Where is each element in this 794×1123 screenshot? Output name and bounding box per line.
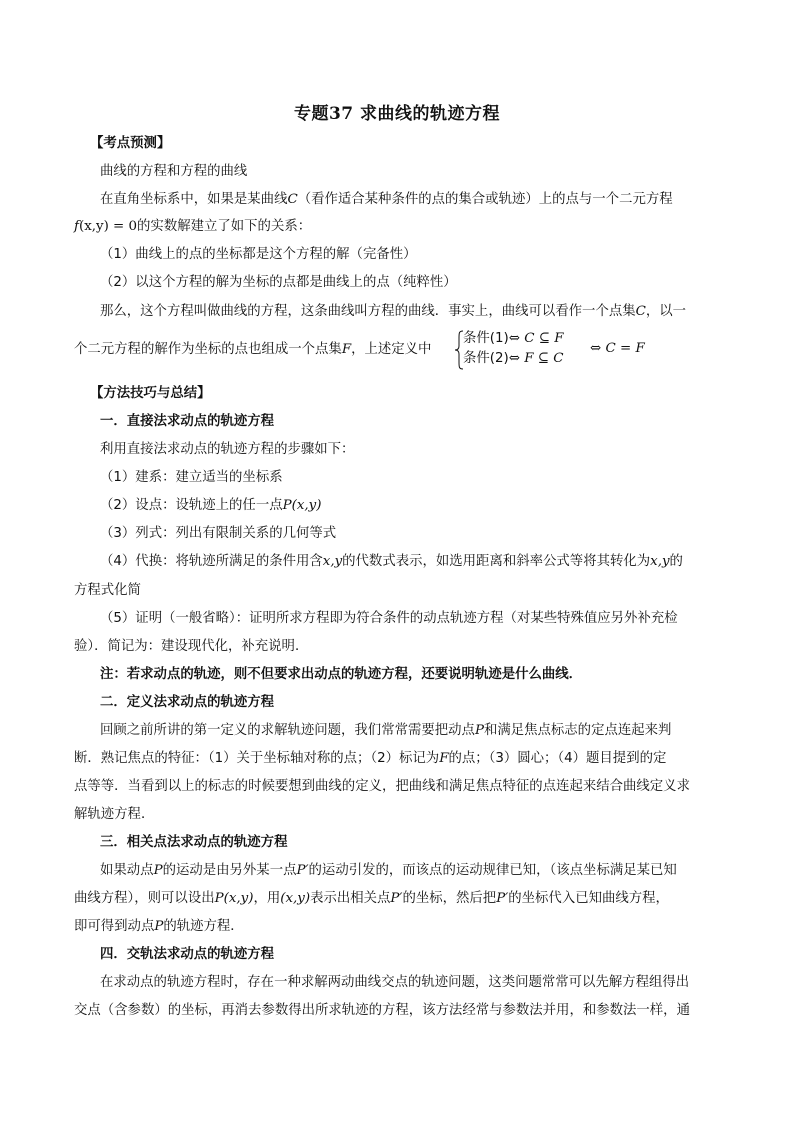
text: 的坐标代入已知曲线方程， [508, 891, 669, 906]
text: 在直角坐标系中，如果是某曲线 [100, 192, 288, 207]
step-4-continued: 方程式化简 [74, 583, 141, 598]
direct-method-intro: 利用直接法求动点的轨迹方程的步骤如下： [100, 442, 355, 457]
text: 如果动点 [100, 863, 154, 878]
definition-method-line1 [100, 722, 671, 740]
condition-1: （1）曲线上的点的坐标都是这个方程的解（完备性） [100, 247, 417, 262]
text: （2）设点：设轨迹上的任一点 [100, 498, 283, 513]
text: （4）代换：将轨迹所满足的条件用含 [100, 554, 323, 569]
text: 那么，这个方程叫做曲线的方程，这条曲线叫方程的曲线．事实上，曲线可以看作一个点集 [100, 304, 636, 319]
heading-intersection-method: 四．交轨法求动点的轨迹方程 [100, 947, 275, 962]
math-P: P [154, 919, 164, 934]
case-2 [463, 350, 564, 368]
heading-definition-method: 二．定义法求动点的轨迹方程 [100, 695, 275, 710]
text: 曲线方程），则可以设出 [74, 891, 215, 906]
text: 回顾之前所讲的第一定义的求解轨迹问题，我们常常需要把动点 [100, 723, 475, 738]
definition-method-line2 [74, 750, 666, 768]
text: ，用 [253, 891, 281, 906]
text: 的坐标，然后把 [402, 891, 497, 906]
paragraph-definition-line2 [74, 218, 311, 236]
math-P-prime: P′ [296, 863, 309, 878]
step-3: （3）列式：列出有限制关系的几何等式 [100, 526, 337, 541]
text: 断．熟记焦点的特征：（1）关于坐标轴对称的点；（2）标记为 [74, 751, 440, 766]
math-Pxy: P(x,y) [214, 891, 254, 906]
step-5: （5）证明（一般省略）：证明所求方程即为符合条件的动点轨迹方程（对某些特殊值应另外补充检 [100, 611, 678, 626]
page-title: 专题37 求曲线的轨迹方程 [293, 104, 501, 124]
related-point-line1 [100, 862, 677, 880]
related-point-line3 [74, 918, 244, 936]
text: 的 [669, 554, 683, 569]
text: 的轨迹方程． [163, 919, 244, 934]
section-heading-forecast: 【考点预测】 [90, 136, 171, 151]
step-1: （1）建系：建立适当的坐标系 [100, 470, 283, 485]
text: ，以一 [645, 304, 687, 319]
step-5-continued: 验）．简记为：建设现代化，补充说明． [74, 639, 309, 654]
math-P-prime: P′ [496, 891, 509, 906]
case-conclusion: ⇔ C = F [590, 341, 645, 356]
text: 的实数解建立了如下的关系： [137, 219, 312, 234]
paragraph-curve-equation: 曲线的方程和方程的曲线 [100, 164, 248, 179]
piecewise-condition [454, 330, 645, 370]
case-1 [463, 330, 564, 348]
related-point-line2 [74, 890, 669, 908]
math-C: C [287, 192, 298, 207]
text: 的运动引发的，而该点的运动规律已知，（该点坐标满足某已知 [308, 863, 677, 878]
math-Pxy: P(x,y) [282, 498, 322, 513]
text: 表示出相关点 [310, 891, 391, 906]
math-F: F [341, 342, 352, 357]
definition-method-line3: 点等等．当看到以上的标志的时候要想到曲线的定义，把曲线和满足焦点特征的点连起来结合曲线定义求 [74, 779, 690, 794]
step-2 [100, 497, 321, 515]
case-label: 条件(1) [463, 331, 509, 346]
math-P: P [153, 863, 163, 878]
math-xy: x,y [322, 554, 343, 569]
section-heading-methods: 【方法技巧与总结】 [90, 386, 211, 401]
text: 的代数式表示，如选用距离和斜率公式等将其转化为 [342, 554, 651, 569]
case-label: 条件(2) [463, 351, 509, 366]
text: ，上述定义中 [351, 342, 432, 357]
paragraph-point-set-line2 [74, 341, 431, 359]
step-4 [100, 553, 683, 571]
math-P-prime: P′ [390, 891, 403, 906]
case-math: ⇔ F ⊆ C [508, 351, 564, 366]
math-P: P [474, 723, 484, 738]
paragraph-definition-line1 [100, 191, 673, 209]
condition-2: （2）以这个方程的解为坐标的点都是曲线上的点（纯粹性） [100, 275, 457, 290]
math-xy: (x,y) [280, 891, 311, 906]
text: 的运动是由另外某一点 [162, 863, 297, 878]
note: 注：若求动点的轨迹，则不但要求出动点的轨迹方程，还要说明轨迹是什么曲线． [100, 667, 583, 682]
intersection-method-line2: 交点（含参数）的坐标，再消去参数得出所求轨迹的方程，该方法经常与参数法并用，和参数法一样，通 [74, 1003, 690, 1018]
math-C: C [635, 304, 646, 319]
text: 和满足焦点标志的定点连起来判 [483, 723, 672, 738]
paragraph-point-set-line1 [100, 303, 686, 321]
case-math: ⇔ C ⊆ F [508, 331, 564, 346]
math-xy-eq: (x,y) = 0 [78, 219, 138, 234]
text: 即可得到动点 [74, 919, 155, 934]
math-xy: x,y [650, 554, 670, 569]
text: 个二元方程的解作为坐标的点也组成一个点集 [74, 342, 342, 357]
text: 的点；（3）圆心；（4）题目提到的定 [448, 751, 667, 766]
heading-direct-method: 一．直接法求动点的轨迹方程 [100, 414, 275, 429]
definition-method-line4: 解轨迹方程． [74, 807, 155, 822]
math-f: f [74, 219, 79, 234]
heading-related-point-method: 三．相关点法求动点的轨迹方程 [100, 835, 288, 850]
math-F: F [439, 751, 449, 766]
text: （看作适合某种条件的点的集合或轨迹）上的点与一个二元方程 [297, 192, 673, 207]
intersection-method-line1: 在求动点的轨迹方程时，存在一种求解两动曲线交点的轨迹问题，这类问题常常可以先解方程组得出 [100, 975, 690, 990]
